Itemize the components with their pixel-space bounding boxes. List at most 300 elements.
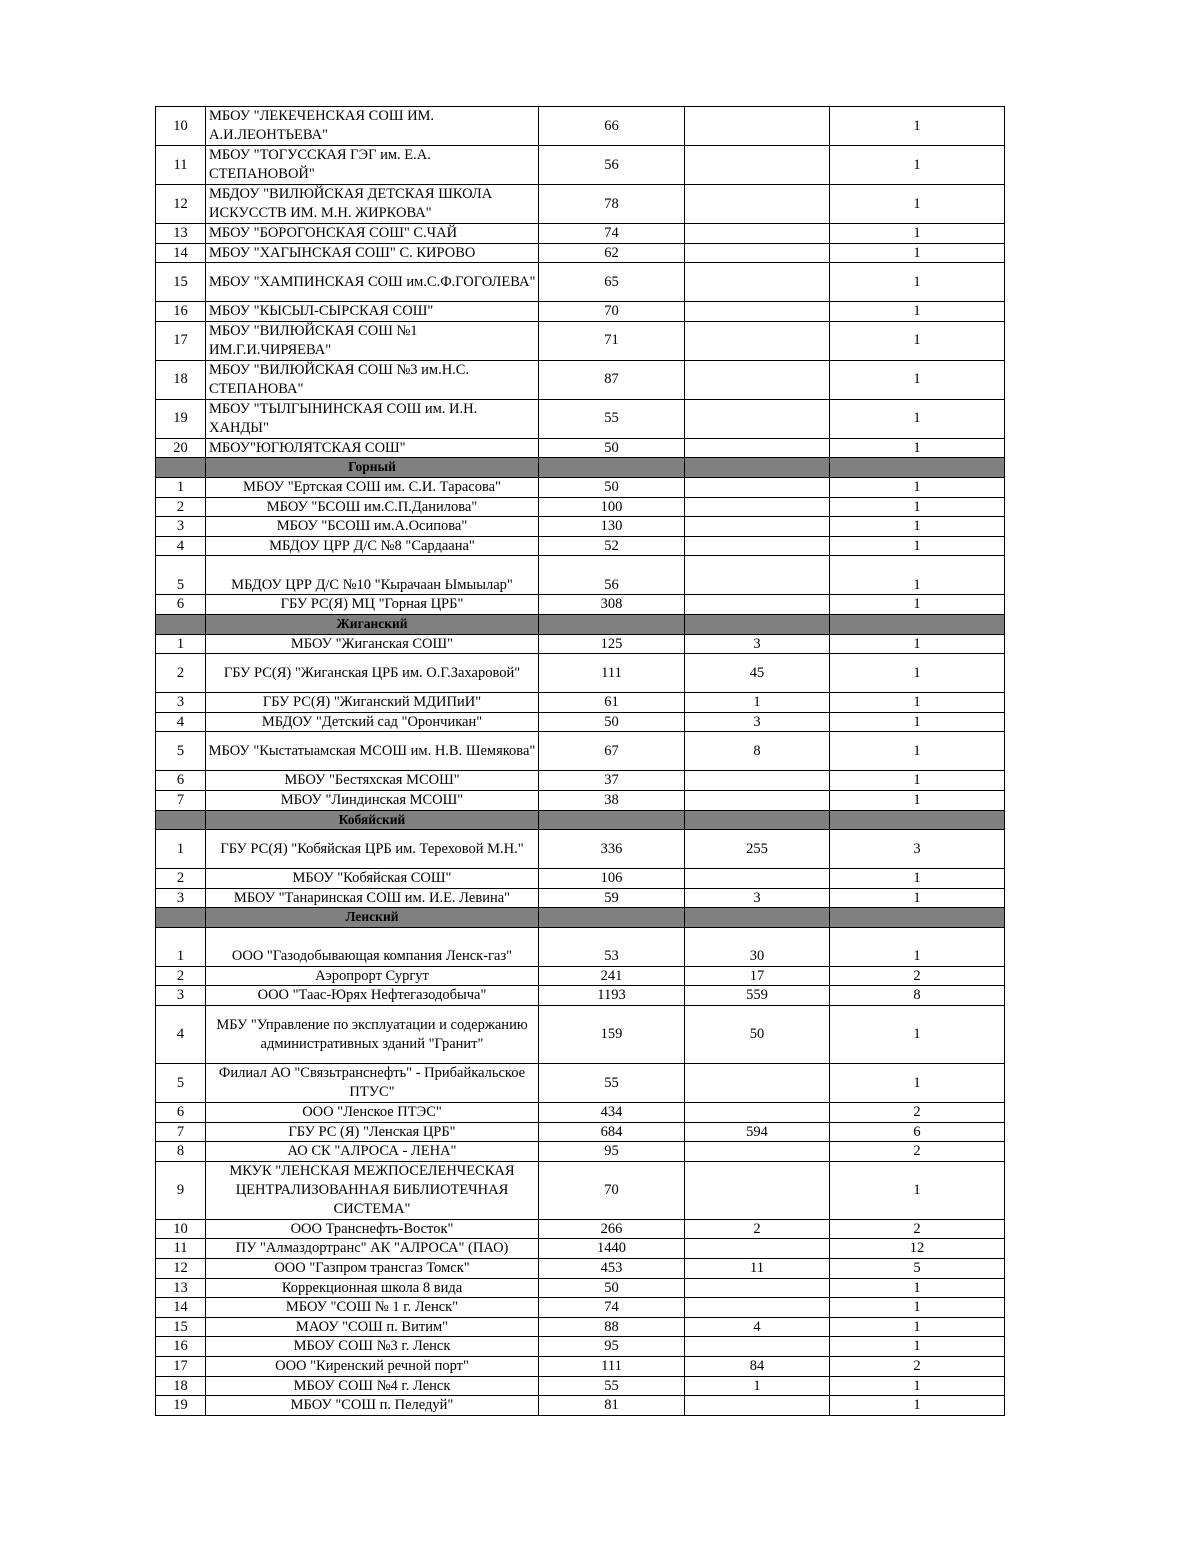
section-spacer-cell	[685, 458, 830, 478]
value-column-2	[685, 1103, 830, 1123]
value-column-3: 1	[830, 732, 1005, 771]
table-row	[156, 712, 1005, 732]
value-column-3: 1	[830, 243, 1005, 263]
table-row	[156, 966, 1005, 986]
row-number: 16	[156, 1337, 206, 1357]
table-row	[156, 830, 1005, 869]
organization-name: МБОУ "ВИЛЮЙСКАЯ СОШ №3 им.Н.С. СТЕПАНОВА"	[206, 360, 539, 399]
value-column-3: 1	[830, 634, 1005, 654]
section-spacer-cell	[830, 908, 1005, 928]
organization-name: МБДОУ "ВИЛЮЙСКАЯ ДЕТСКАЯ ШКОЛА ИСКУССТВ ИМ. М.Н. ЖИРКОВА"	[206, 185, 539, 224]
table-row	[156, 1376, 1005, 1396]
section-spacer-cell	[830, 614, 1005, 634]
row-number: 5	[156, 1064, 206, 1103]
row-number: 13	[156, 1278, 206, 1298]
value-column-3: 1	[830, 1337, 1005, 1357]
value-column-1: 74	[539, 1298, 685, 1318]
value-column-1: 62	[539, 243, 685, 263]
row-number: 1	[156, 830, 206, 869]
value-column-3: 2	[830, 966, 1005, 986]
value-column-3: 1	[830, 185, 1005, 224]
value-column-3: 1	[830, 693, 1005, 713]
value-column-1: 67	[539, 732, 685, 771]
organization-name: МБДОУ ЦРР Д/С №8 "Сардаана"	[206, 536, 539, 556]
row-number: 17	[156, 321, 206, 360]
value-column-2: 3	[685, 634, 830, 654]
value-column-1: 50	[539, 438, 685, 458]
organization-name: Аэропрорт Сургут	[206, 966, 539, 986]
value-column-3: 1	[830, 399, 1005, 438]
row-number: 4	[156, 536, 206, 556]
value-column-1: 241	[539, 966, 685, 986]
value-column-3: 1	[830, 438, 1005, 458]
value-column-1: 74	[539, 224, 685, 244]
table-row	[156, 302, 1005, 322]
row-number: 15	[156, 1317, 206, 1337]
value-column-1: 95	[539, 1337, 685, 1357]
organization-name: Коррекционная школа 8 вида	[206, 1278, 539, 1298]
value-column-3: 1	[830, 497, 1005, 517]
row-number: 1	[156, 634, 206, 654]
organization-name: ГБУ РС(Я) "Жиганская ЦРБ им. О.Г.Захаровой"	[206, 654, 539, 693]
section-spacer-cell	[685, 908, 830, 928]
section-spacer-cell	[539, 908, 685, 928]
value-column-3: 2	[830, 1219, 1005, 1239]
value-column-1: 130	[539, 517, 685, 537]
row-number: 12	[156, 185, 206, 224]
value-column-1: 266	[539, 1219, 685, 1239]
organization-name: ГБУ РС(Я) МЦ "Горная ЦРБ"	[206, 595, 539, 615]
value-column-1: 1193	[539, 986, 685, 1006]
value-column-1: 111	[539, 1357, 685, 1377]
value-column-3: 1	[830, 302, 1005, 322]
organization-name: ГБУ РС(Я) "Кобяйская ЦРБ им. Тереховой М.Н."	[206, 830, 539, 869]
organization-name: МКУК "ЛЕНСКАЯ МЕЖПОСЕЛЕНЧЕСКАЯ ЦЕНТРАЛИЗОВАННАЯ БИБЛИОТЕЧНАЯ СИСТЕМА"	[206, 1161, 539, 1219]
value-column-3: 1	[830, 1317, 1005, 1337]
row-number: 6	[156, 595, 206, 615]
organization-name: МБОУ "ХАМПИНСКАЯ СОШ им.С.Ф.ГОГОЛЕВА"	[206, 263, 539, 302]
section-title: Горный	[206, 458, 539, 478]
section-spacer-cell	[539, 614, 685, 634]
value-column-3: 1	[830, 1298, 1005, 1318]
row-number: 16	[156, 302, 206, 322]
value-column-1: 50	[539, 1278, 685, 1298]
value-column-1: 78	[539, 185, 685, 224]
section-title: Кобяйский	[206, 810, 539, 830]
section-header-row	[156, 810, 1005, 830]
organization-name: МБОУ "СОШ п. Пеледуй"	[206, 1396, 539, 1416]
table-row	[156, 790, 1005, 810]
organization-name: МБУ "Управление по эксплуатации и содержанию административных зданий "Гранит"	[206, 1006, 539, 1064]
value-column-2	[685, 360, 830, 399]
organization-name: МБОУ "ВИЛЮЙСКАЯ СОШ №1 ИМ.Г.И.ЧИРЯЕВА"	[206, 321, 539, 360]
organization-name: ООО "Газодобывающая компания Ленск-газ"	[206, 927, 539, 966]
section-spacer-cell	[156, 810, 206, 830]
organization-name: МБДОУ "Детский сад "Орончикан"	[206, 712, 539, 732]
value-column-1: 159	[539, 1006, 685, 1064]
value-column-1: 55	[539, 1064, 685, 1103]
row-number: 20	[156, 438, 206, 458]
value-column-3: 1	[830, 360, 1005, 399]
table-row	[156, 438, 1005, 458]
value-column-2	[685, 107, 830, 146]
row-number: 19	[156, 399, 206, 438]
value-column-3: 1	[830, 107, 1005, 146]
row-number: 13	[156, 224, 206, 244]
organization-name: МБОУ "Бестяхская МСОШ"	[206, 771, 539, 791]
section-spacer-cell	[539, 810, 685, 830]
value-column-1: 70	[539, 302, 685, 322]
section-spacer-cell	[156, 614, 206, 634]
section-title: Жиганский	[206, 614, 539, 634]
value-column-1: 125	[539, 634, 685, 654]
row-number: 7	[156, 1122, 206, 1142]
value-column-1: 87	[539, 360, 685, 399]
value-column-2	[685, 185, 830, 224]
value-column-2: 30	[685, 927, 830, 966]
value-column-1: 52	[539, 536, 685, 556]
row-number: 5	[156, 732, 206, 771]
organization-name: МБОУ СОШ №4 г. Ленск	[206, 1376, 539, 1396]
table-row	[156, 556, 1005, 595]
value-column-1: 50	[539, 712, 685, 732]
row-number: 4	[156, 712, 206, 732]
table-row	[156, 693, 1005, 713]
table-row	[156, 771, 1005, 791]
table-row	[156, 146, 1005, 185]
organization-name: МБОУ"ЮГЮЛЯТСКАЯ СОШ"	[206, 438, 539, 458]
organization-name: ООО Транснефть-Восток"	[206, 1219, 539, 1239]
row-number: 3	[156, 986, 206, 1006]
row-number: 2	[156, 966, 206, 986]
table-row	[156, 107, 1005, 146]
value-column-3: 1	[830, 888, 1005, 908]
value-column-1: 38	[539, 790, 685, 810]
section-header-row	[156, 458, 1005, 478]
row-number: 4	[156, 1006, 206, 1064]
value-column-3: 2	[830, 1103, 1005, 1123]
row-number: 5	[156, 556, 206, 595]
table-row	[156, 1298, 1005, 1318]
value-column-3: 2	[830, 1357, 1005, 1377]
value-column-1: 81	[539, 1396, 685, 1416]
organization-name: МБОУ СОШ №3 г. Ленск	[206, 1337, 539, 1357]
value-column-1: 684	[539, 1122, 685, 1142]
row-number: 18	[156, 1376, 206, 1396]
table-row	[156, 1142, 1005, 1162]
table-row	[156, 497, 1005, 517]
table-row	[156, 399, 1005, 438]
value-column-3: 3	[830, 830, 1005, 869]
value-column-2: 3	[685, 712, 830, 732]
value-column-2: 1	[685, 1376, 830, 1396]
table-row	[156, 1006, 1005, 1064]
value-column-1: 453	[539, 1259, 685, 1279]
value-column-2	[685, 1142, 830, 1162]
table-row	[156, 321, 1005, 360]
table-row	[156, 360, 1005, 399]
organization-name: МБОУ "Ертская СОШ им. С.И. Тарасова"	[206, 477, 539, 497]
value-column-2	[685, 302, 830, 322]
table-row	[156, 1317, 1005, 1337]
value-column-2	[685, 869, 830, 889]
value-column-2	[685, 321, 830, 360]
value-column-1: 100	[539, 497, 685, 517]
value-column-2	[685, 517, 830, 537]
table-row	[156, 595, 1005, 615]
value-column-1: 55	[539, 1376, 685, 1396]
table-row	[156, 536, 1005, 556]
value-column-3: 1	[830, 556, 1005, 595]
value-column-3: 12	[830, 1239, 1005, 1259]
value-column-2: 1	[685, 693, 830, 713]
value-column-3: 1	[830, 712, 1005, 732]
value-column-1: 53	[539, 927, 685, 966]
organization-name: ООО "Газпром трансгаз Томск"	[206, 1259, 539, 1279]
section-header-row	[156, 614, 1005, 634]
organization-name: МБОУ "ТЫЛГЫНИНСКАЯ СОШ им. И.Н. ХАНДЫ"	[206, 399, 539, 438]
section-title: Ленский	[206, 908, 539, 928]
organization-name: МБОУ "КЫСЫЛ-СЫРСКАЯ СОШ"	[206, 302, 539, 322]
value-column-2	[685, 146, 830, 185]
section-header-row	[156, 908, 1005, 928]
value-column-3: 1	[830, 1006, 1005, 1064]
section-spacer-cell	[830, 458, 1005, 478]
value-column-3: 1	[830, 771, 1005, 791]
value-column-2	[685, 399, 830, 438]
organization-name: МБОУ "СОШ № 1 г. Ленск"	[206, 1298, 539, 1318]
value-column-2	[685, 438, 830, 458]
value-column-1: 95	[539, 1142, 685, 1162]
value-column-1: 70	[539, 1161, 685, 1219]
organization-name: ПУ "Алмаздортранс" АК "АЛРОСА" (ПАО)	[206, 1239, 539, 1259]
records-table-body	[156, 107, 1005, 1416]
organization-name: МБОУ "Кобяйская СОШ"	[206, 869, 539, 889]
value-column-2: 45	[685, 654, 830, 693]
value-column-2: 8	[685, 732, 830, 771]
row-number: 15	[156, 263, 206, 302]
value-column-1: 308	[539, 595, 685, 615]
value-column-1: 56	[539, 146, 685, 185]
value-column-3: 1	[830, 517, 1005, 537]
row-number: 8	[156, 1142, 206, 1162]
value-column-1: 106	[539, 869, 685, 889]
table-row	[156, 1161, 1005, 1219]
row-number: 10	[156, 1219, 206, 1239]
value-column-2	[685, 1337, 830, 1357]
value-column-2: 17	[685, 966, 830, 986]
value-column-2	[685, 224, 830, 244]
section-spacer-cell	[685, 810, 830, 830]
row-number: 1	[156, 927, 206, 966]
value-column-1: 1440	[539, 1239, 685, 1259]
row-number: 3	[156, 888, 206, 908]
row-number: 17	[156, 1357, 206, 1377]
section-spacer-cell	[685, 614, 830, 634]
value-column-2: 3	[685, 888, 830, 908]
value-column-3: 1	[830, 927, 1005, 966]
value-column-2	[685, 1396, 830, 1416]
table-row	[156, 1219, 1005, 1239]
value-column-2	[685, 595, 830, 615]
value-column-2	[685, 263, 830, 302]
value-column-2	[685, 243, 830, 263]
value-column-2: 2	[685, 1219, 830, 1239]
row-number: 19	[156, 1396, 206, 1416]
value-column-2	[685, 790, 830, 810]
value-column-1: 55	[539, 399, 685, 438]
table-row	[156, 634, 1005, 654]
value-column-3: 1	[830, 263, 1005, 302]
value-column-2	[685, 1064, 830, 1103]
organization-name: МБОУ "Линдинская МСОШ"	[206, 790, 539, 810]
value-column-3: 1	[830, 536, 1005, 556]
value-column-2: 255	[685, 830, 830, 869]
value-column-3: 1	[830, 146, 1005, 185]
value-column-2	[685, 497, 830, 517]
value-column-2: 594	[685, 1122, 830, 1142]
value-column-1: 88	[539, 1317, 685, 1337]
table-row	[156, 224, 1005, 244]
table-row	[156, 243, 1005, 263]
table-row	[156, 477, 1005, 497]
value-column-3: 1	[830, 321, 1005, 360]
section-spacer-cell	[830, 810, 1005, 830]
organization-name: АО СК "АЛРОСА - ЛЕНА"	[206, 1142, 539, 1162]
value-column-2	[685, 1239, 830, 1259]
value-column-1: 66	[539, 107, 685, 146]
value-column-2	[685, 771, 830, 791]
table-row	[156, 927, 1005, 966]
table-row	[156, 888, 1005, 908]
organization-name: МБОУ "Танаринская СОШ им. И.Е. Левина"	[206, 888, 539, 908]
value-column-3: 1	[830, 595, 1005, 615]
value-column-3: 1	[830, 869, 1005, 889]
row-number: 6	[156, 1103, 206, 1123]
organization-name: МБОУ "ЛЕКЕЧЕНСКАЯ СОШ ИМ. А.И.ЛЕОНТЬЕВА"	[206, 107, 539, 146]
value-column-3: 1	[830, 1278, 1005, 1298]
value-column-1: 61	[539, 693, 685, 713]
value-column-3: 1	[830, 1161, 1005, 1219]
table-row	[156, 1122, 1005, 1142]
organization-name: ООО "Киренский речной порт"	[206, 1357, 539, 1377]
row-number: 7	[156, 790, 206, 810]
row-number: 2	[156, 654, 206, 693]
row-number: 2	[156, 497, 206, 517]
value-column-3: 1	[830, 1396, 1005, 1416]
organization-name: ГБУ РС(Я) "Жиганский МДИПиИ"	[206, 693, 539, 713]
organization-name: МБДОУ ЦРР Д/С №10 "Кырачаан Ымыылар"	[206, 556, 539, 595]
value-column-2: 559	[685, 986, 830, 1006]
value-column-1: 59	[539, 888, 685, 908]
value-column-2	[685, 1298, 830, 1318]
value-column-2: 4	[685, 1317, 830, 1337]
table-row	[156, 1239, 1005, 1259]
row-number: 12	[156, 1259, 206, 1279]
organization-name: МБОУ "Кыстатыамская МСОШ им. Н.В. Шемякова"	[206, 732, 539, 771]
table-row	[156, 1278, 1005, 1298]
table-row	[156, 1396, 1005, 1416]
value-column-3: 1	[830, 477, 1005, 497]
section-spacer-cell	[156, 458, 206, 478]
value-column-2	[685, 556, 830, 595]
organization-name: МАОУ "СОШ п. Витим"	[206, 1317, 539, 1337]
value-column-3: 6	[830, 1122, 1005, 1142]
value-column-2	[685, 477, 830, 497]
section-spacer-cell	[156, 908, 206, 928]
organization-name: МБОУ "ХАГЫНСКАЯ СОШ" С. КИРОВО	[206, 243, 539, 263]
value-column-2: 50	[685, 1006, 830, 1064]
row-number: 9	[156, 1161, 206, 1219]
value-column-2	[685, 1161, 830, 1219]
organization-name: ООО "Таас-Юрях Нефтегазодобыча"	[206, 986, 539, 1006]
table-row	[156, 1357, 1005, 1377]
row-number: 11	[156, 146, 206, 185]
value-column-3: 1	[830, 1376, 1005, 1396]
value-column-1: 65	[539, 263, 685, 302]
value-column-1: 56	[539, 556, 685, 595]
row-number: 3	[156, 693, 206, 713]
table-row	[156, 654, 1005, 693]
organization-name: МБОУ "БОРОГОНСКАЯ СОШ" С.ЧАЙ	[206, 224, 539, 244]
value-column-1: 434	[539, 1103, 685, 1123]
organization-name: ГБУ РС (Я) "Ленская ЦРБ"	[206, 1122, 539, 1142]
row-number: 2	[156, 869, 206, 889]
value-column-3: 1	[830, 790, 1005, 810]
value-column-3: 5	[830, 1259, 1005, 1279]
row-number: 14	[156, 243, 206, 263]
value-column-2	[685, 536, 830, 556]
table-row	[156, 263, 1005, 302]
row-number: 10	[156, 107, 206, 146]
value-column-1: 111	[539, 654, 685, 693]
organization-name: МБОУ "БСОШ им.С.П.Данилова"	[206, 497, 539, 517]
table-row	[156, 869, 1005, 889]
row-number: 18	[156, 360, 206, 399]
value-column-3: 8	[830, 986, 1005, 1006]
table-row	[156, 1259, 1005, 1279]
row-number: 6	[156, 771, 206, 791]
organization-name: ООО "Ленское ПТЭС"	[206, 1103, 539, 1123]
organization-name: МБОУ "ТОГУССКАЯ ГЭГ им. Е.А. СТЕПАНОВОЙ"	[206, 146, 539, 185]
section-spacer-cell	[539, 458, 685, 478]
table-row	[156, 1337, 1005, 1357]
value-column-3: 1	[830, 224, 1005, 244]
value-column-3: 1	[830, 1064, 1005, 1103]
row-number: 14	[156, 1298, 206, 1318]
value-column-3: 2	[830, 1142, 1005, 1162]
value-column-1: 71	[539, 321, 685, 360]
row-number: 3	[156, 517, 206, 537]
table-row	[156, 1064, 1005, 1103]
value-column-1: 37	[539, 771, 685, 791]
organization-name: МБОУ "БСОШ им.А.Осипова"	[206, 517, 539, 537]
value-column-3: 1	[830, 654, 1005, 693]
table-row	[156, 986, 1005, 1006]
value-column-2	[685, 1278, 830, 1298]
value-column-1: 336	[539, 830, 685, 869]
organization-name: Филиал АО "Связьтранснефть" - Прибайкальское ПТУС"	[206, 1064, 539, 1103]
organization-name: МБОУ "Жиганская СОШ"	[206, 634, 539, 654]
table-row	[156, 1103, 1005, 1123]
row-number: 11	[156, 1239, 206, 1259]
row-number: 1	[156, 477, 206, 497]
table-row	[156, 185, 1005, 224]
table-row	[156, 732, 1005, 771]
value-column-1: 50	[539, 477, 685, 497]
value-column-2: 84	[685, 1357, 830, 1377]
value-column-2: 11	[685, 1259, 830, 1279]
